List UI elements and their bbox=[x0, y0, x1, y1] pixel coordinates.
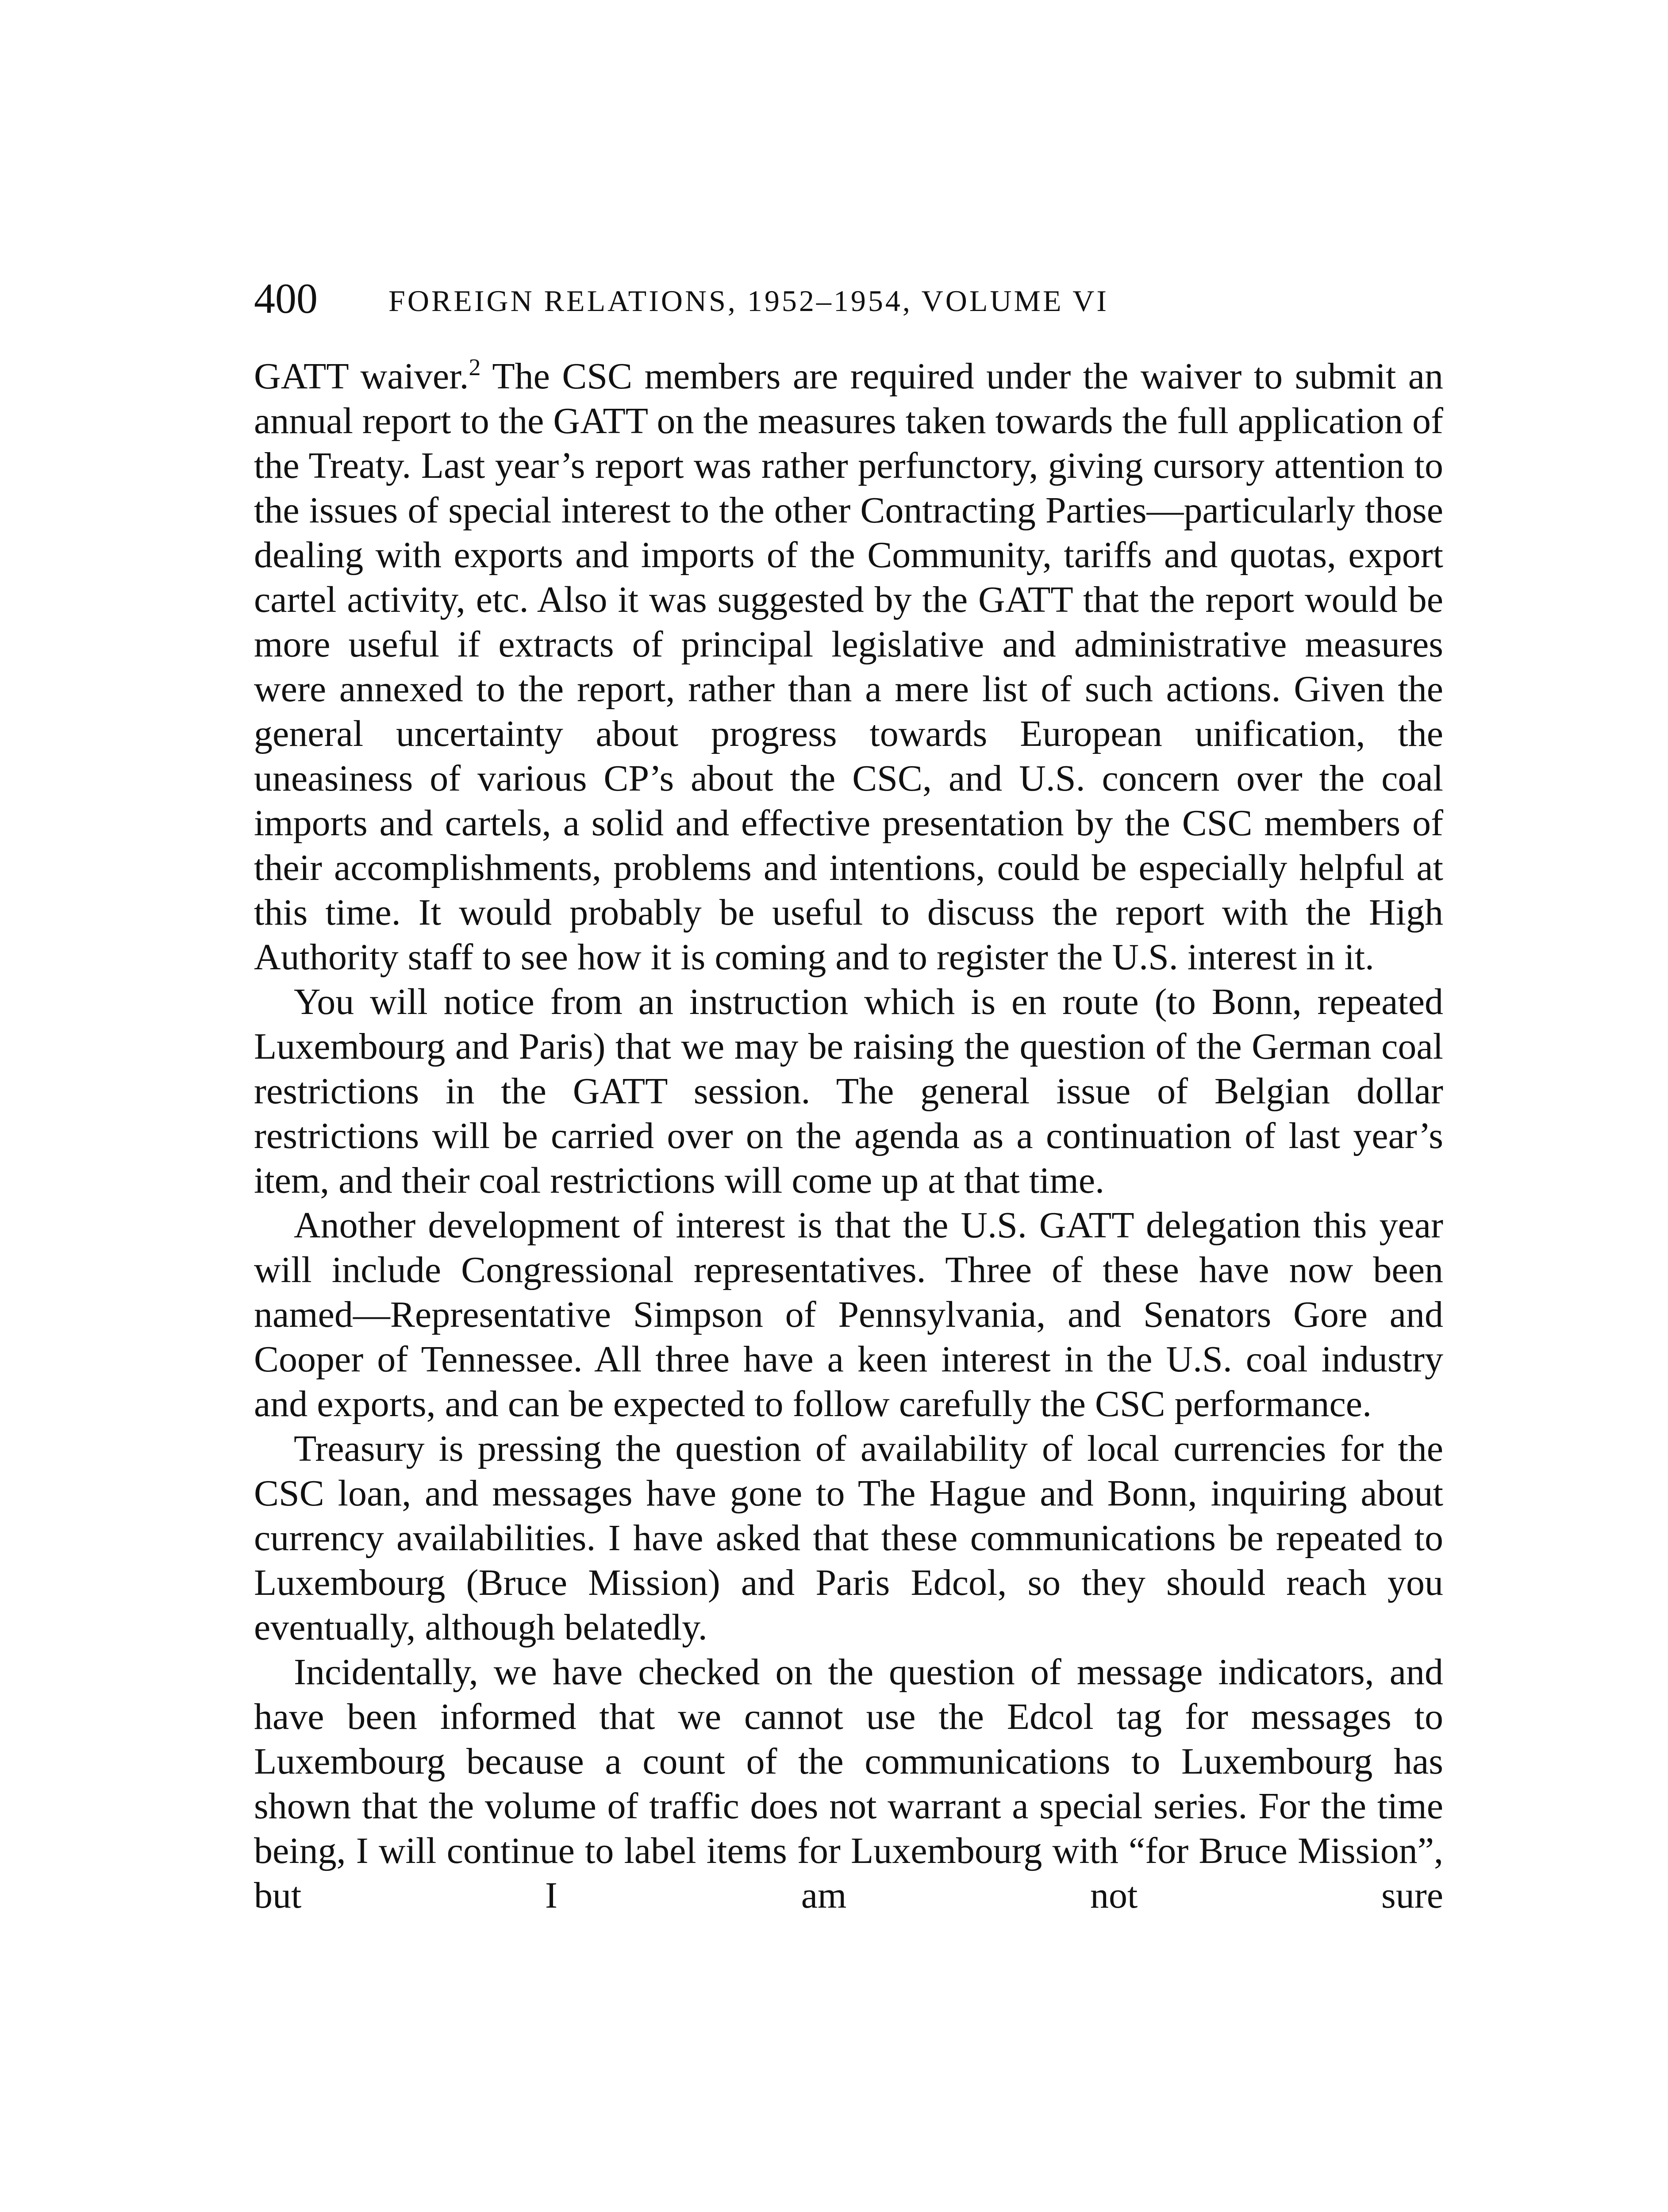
footnote-reference-2[interactable]: 2 bbox=[469, 354, 481, 380]
body-text bbox=[254, 354, 1443, 1918]
paragraph-1 bbox=[254, 354, 1443, 979]
paragraph-1-text-rest: The CSC members are required under the waiver to submit an annual report to the GATT on the measures taken towards the full application of the Treaty. Last year’s report was rather perfunctory, giving cursory attention to the issues of special interest to the other Contracting Parties—particularly those dealing with exports and imports of the Community, tariffs and quotas, export cartel activity, etc. Also it was suggested by the GATT that the report would be more useful if extracts of principal legislative and administrative measures were annexed to the report, rather than a mere list of such actions. Given the general uncertainty about progress towards European unification, the uneasiness of various CP’s about the CSC, and U.S. concern over the coal imports and cartels, a solid and effective presentation by the CSC members of their accomplishments, problems and intentions, could be especially helpful at this time. It would probably be useful to discuss the report with the High Authority staff to see how it is coming and to register the U.S. interest in it. bbox=[254, 356, 1443, 978]
paragraph-3: Another development of interest is that the U.S. GATT delegation this year will include Congressional representatives. Three of these have now been named—Representative Simpson of Pennsylvania, and Senators Gore and Cooper of Tennessee. All three have a keen interest in the U.S. coal industry and exports, and can be expected to follow carefully the CSC performance. bbox=[254, 1205, 1443, 1425]
running-title: FOREIGN RELATIONS, 1952–1954, VOLUME VI bbox=[388, 284, 1109, 318]
paragraph-2: You will notice from an instruction which is en route (to Bonn, repeated Luxembourg and Paris) that we may be raising the question of the German coal restrictions in the GATT session. The general issue of Belgian dollar restrictions will be carried over on the agenda as a continuation of last year’s item, and their coal restrictions will come up at that time. bbox=[254, 981, 1443, 1201]
page-number: 400 bbox=[254, 275, 318, 322]
paragraph-5: Incidentally, we have checked on the question of message indicators, and have been informed that we cannot use the Edcol tag for messages to Luxembourg because a count of the communications to Luxembourg has shown that the volume of traffic does not warrant a special series. For the time being, I will continue to label items for Luxembourg with “for Bruce Mission”, but I am not sure bbox=[254, 1651, 1443, 1916]
paragraph-4: Treasury is pressing the question of availability of local currencies for the CSC loan, and messages have gone to The Hague and Bonn, inquiring about currency availabilities. I have asked that these communications be repeated to Luxembourg (Bruce Mission) and Paris Edcol, so they should reach you eventually, although belatedly. bbox=[254, 1428, 1443, 1648]
paragraph-1-text-start: GATT waiver. bbox=[254, 356, 469, 397]
running-head bbox=[254, 274, 1449, 323]
